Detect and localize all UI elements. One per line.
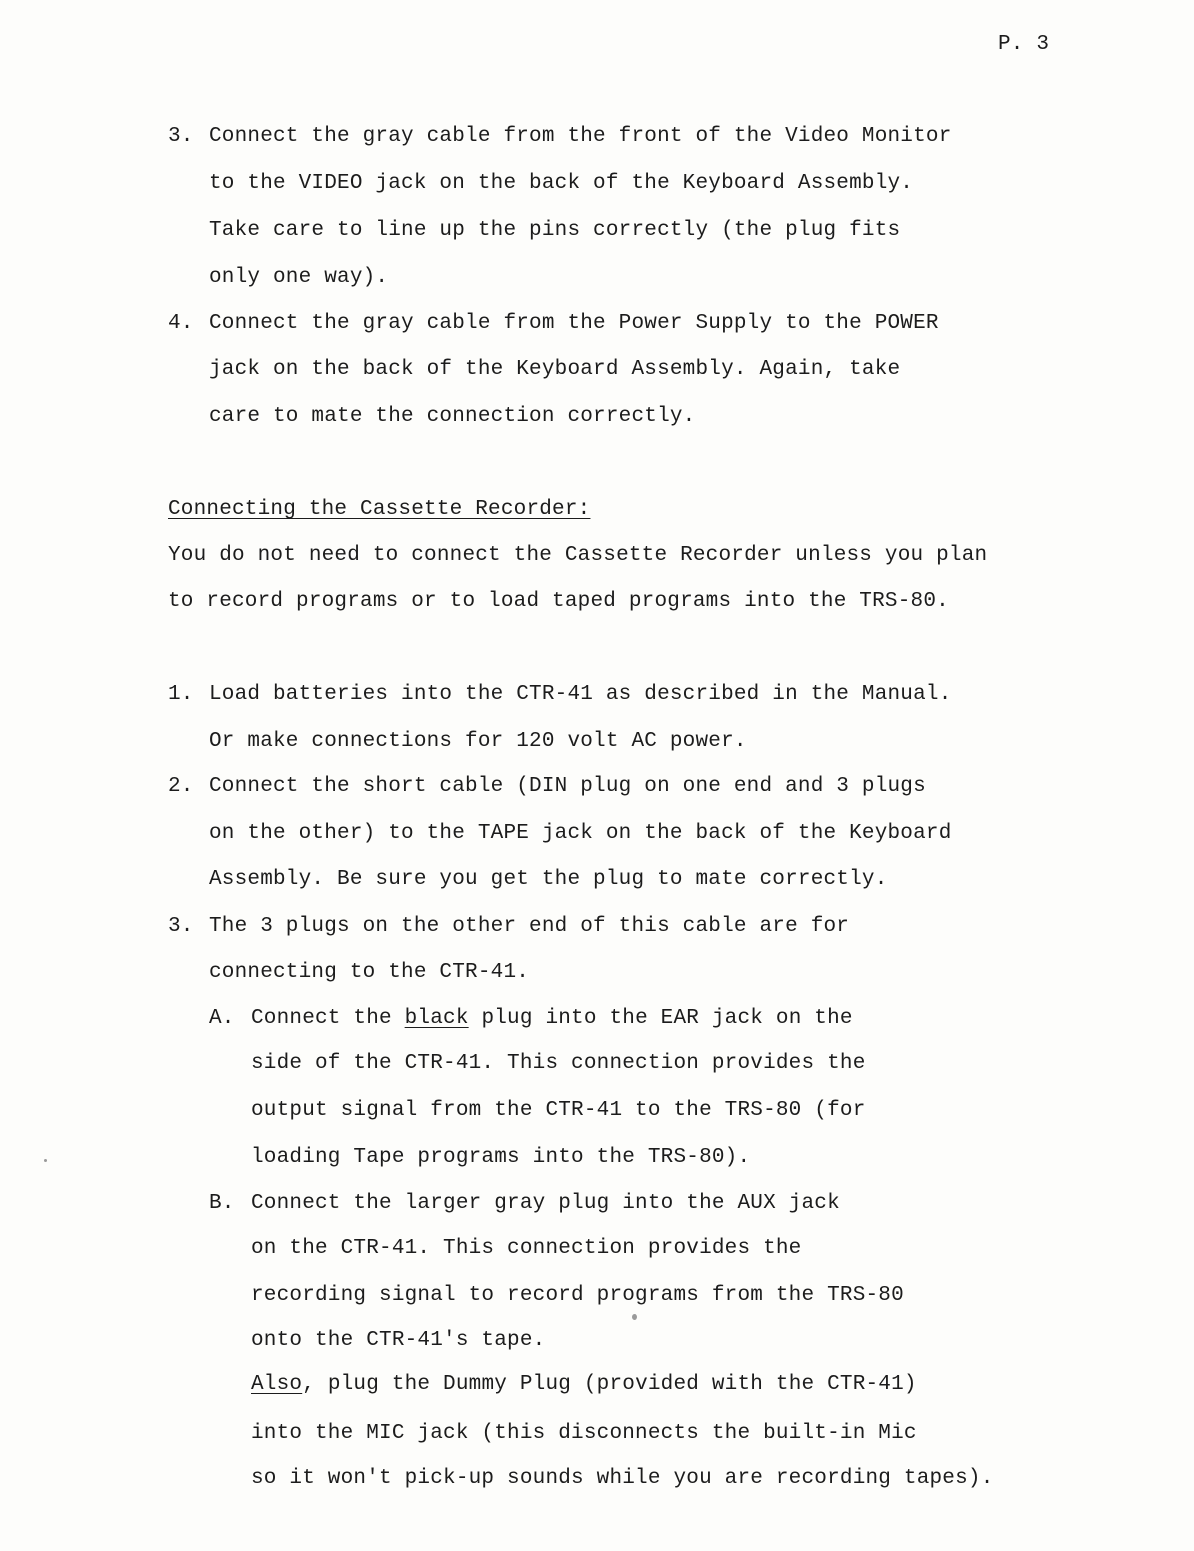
cassette-step-1-line-1: Load batteries into the CTR-41 as described in the Manual.: [209, 683, 952, 706]
cassette-step-3-number: 3.: [168, 915, 194, 938]
substep-a-line-2: side of the CTR-41. This connection provides the: [251, 1052, 866, 1075]
step-4-line-3: care to mate the connection correctly.: [209, 405, 696, 428]
page-number: P. 3: [998, 33, 1050, 56]
step-3-line-4: only one way).: [209, 266, 389, 289]
substep-b-line-1: Connect the larger gray plug into the AUX jack: [251, 1192, 840, 1215]
substep-a-line-1: [251, 1006, 853, 1032]
section-heading: Connecting the Cassette Recorder:: [168, 498, 591, 521]
cassette-step-2-line-2: on the other) to the TAPE jack on the back of the Keyboard: [209, 822, 952, 845]
cassette-step-1-number: 1.: [168, 683, 194, 706]
substep-b-line-3: recording signal to record programs from the TRS-80: [251, 1284, 904, 1307]
substep-b-line-2: on the CTR-41. This connection provides the: [251, 1237, 802, 1260]
substep-b-label: B.: [209, 1192, 235, 1215]
scan-speck: [632, 1314, 637, 1320]
substep-b-also-line-1: [251, 1372, 917, 1398]
section-intro-line-2: to record programs or to load taped programs into the TRS-80.: [168, 590, 949, 613]
substep-b-also-line-3: so it won't pick-up sounds while you are recording tapes).: [251, 1467, 994, 1490]
cassette-step-2-number: 2.: [168, 775, 194, 798]
substep-a-pre: Connect the: [251, 1007, 405, 1030]
substep-a-line-4: loading Tape programs into the TRS-80).: [251, 1146, 751, 1169]
cassette-step-1-line-2: Or make connections for 120 volt AC power.: [209, 730, 747, 753]
cassette-step-3-line-1: The 3 plugs on the other end of this cable are for: [209, 915, 850, 938]
cassette-step-3-line-2: connecting to the CTR-41.: [209, 961, 530, 984]
cassette-step-2-line-1: Connect the short cable (DIN plug on one end and 3 plugs: [209, 775, 926, 798]
step-4-number: 4.: [168, 312, 194, 335]
substep-b-also-post: , plug the Dummy Plug (provided with the CTR-41): [302, 1373, 917, 1396]
scan-speck: [44, 1159, 47, 1162]
step-4-line-1: Connect the gray cable from the Power Supply to the POWER: [209, 312, 939, 335]
step-4-line-2: jack on the back of the Keyboard Assembly. Again, take: [209, 358, 901, 381]
section-intro-line-1: You do not need to connect the Cassette Recorder unless you plan: [168, 544, 988, 567]
step-3-number: 3.: [168, 125, 194, 148]
cassette-step-2-line-3: Assembly. Be sure you get the plug to mate correctly.: [209, 868, 888, 891]
substep-a-emphasis: black: [404, 1007, 469, 1030]
substep-a-label: A.: [209, 1007, 235, 1030]
substep-a-line-3: output signal from the CTR-41 to the TRS-80 (for: [251, 1099, 866, 1122]
substep-b-also-emphasis: Also: [251, 1373, 303, 1396]
step-3-line-3: Take care to line up the pins correctly (the plug fits: [209, 219, 901, 242]
step-3-line-2: to the VIDEO jack on the back of the Keyboard Assembly.: [209, 172, 914, 195]
substep-b-line-4: onto the CTR-41's tape.: [251, 1329, 546, 1352]
substep-b-also-line-2: into the MIC jack (this disconnects the built-in Mic: [251, 1422, 917, 1445]
step-3-line-1: Connect the gray cable from the front of the Video Monitor: [209, 125, 952, 148]
substep-a-post: plug into the EAR jack on the: [468, 1007, 853, 1030]
